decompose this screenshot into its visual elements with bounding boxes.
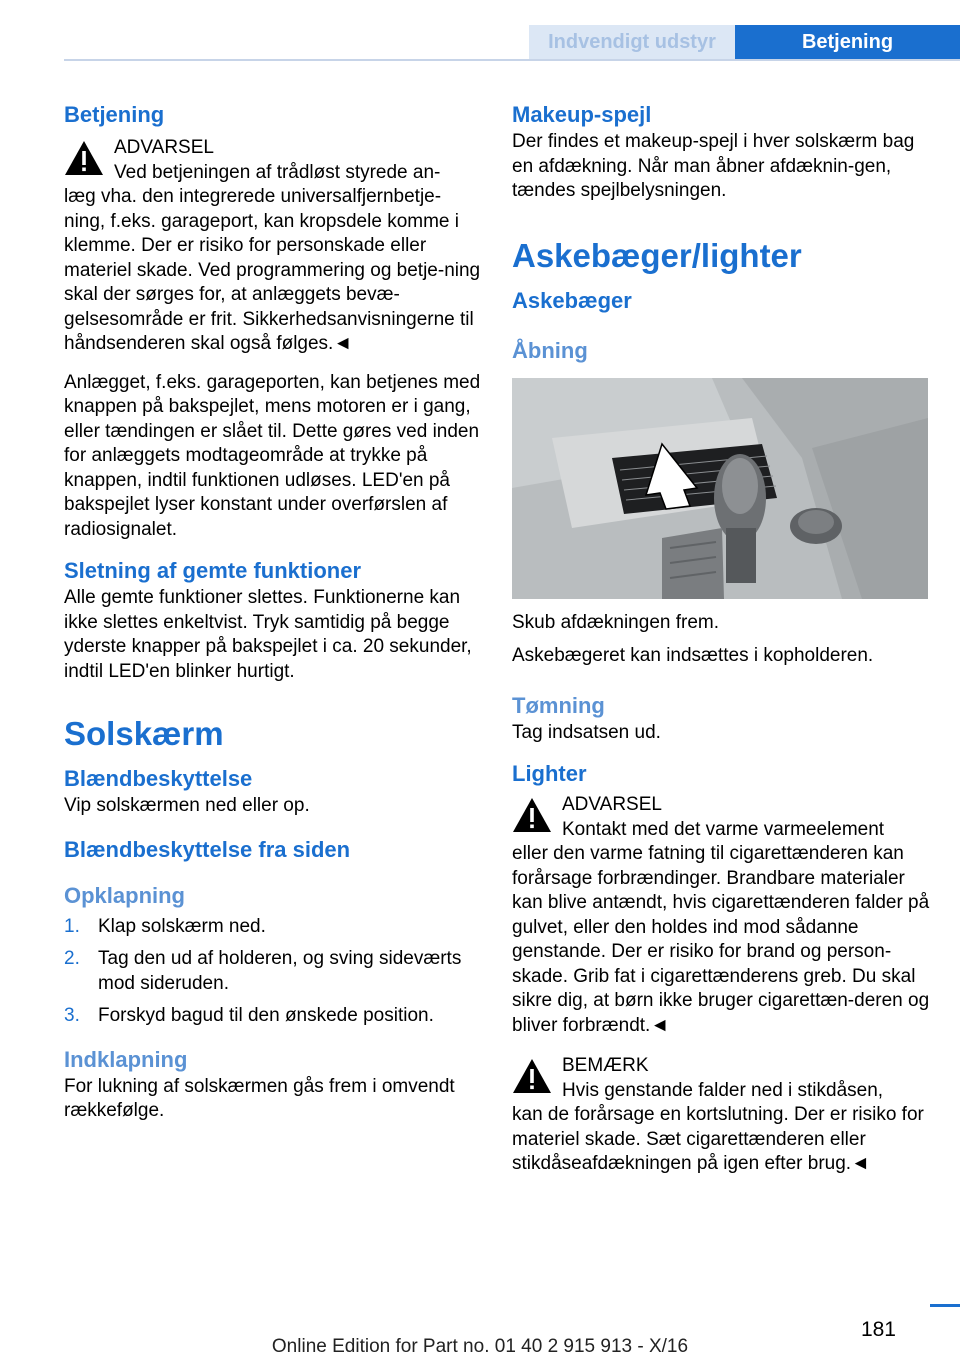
note-text: kan de forårsage en kortslutning. Der er risiko for materiel skade. Sæt cigarettænderen eller stikdåseafdækningen på igen efter brug.◄ [512, 1104, 924, 1174]
heading-tomning: Tømning [512, 692, 605, 718]
step-text: Tag den ud af holderen, og sving sideværts mod sideruden. [98, 948, 462, 994]
page-number: 181 [860, 1318, 896, 1341]
right-column [512, 100, 930, 1177]
active-chapter-tab: Betjening [735, 25, 960, 60]
heading-abning: Åbning [512, 337, 588, 363]
warning-label: ADVARSEL [562, 794, 662, 815]
edition-footer: Online Edition for Part no. 01 40 2 915 913 - X/16 [271, 1336, 689, 1357]
step-number: 1. [64, 915, 80, 937]
heading-makeup: Makeup-spejl [512, 102, 652, 127]
warning-text-first-line: Ved betjeningen af trådløst styrede an- [114, 161, 441, 183]
list-item [64, 1004, 482, 1029]
section-tab: Indvendigt udstyr [529, 25, 735, 60]
warning-text: eller den varme fatning til cigarettænderen kan forårsage forbrændinger. Brandbare materialer kan blive antændt, hvis cigarettænderen falder på gulvet, eller den holdes ind mod sådanne genstande. Der er risiko for brand og person-skade. Grib fat i cigarettænderens greb. Du skal sikre dig, at børn ikke bruger cigarettæn-deren og bliver forbrændt.◄ [512, 843, 930, 1036]
heading-blaendbeskyttelse: Blændbeskyttelse [64, 766, 253, 791]
ashtray-photo [512, 378, 928, 599]
note-block [512, 1054, 930, 1177]
note-label: BEMÆRK [562, 1055, 649, 1076]
step-text: Klap solskærm ned. [98, 915, 266, 937]
heading-sletning: Sletning af gemte funktioner [64, 558, 362, 583]
list-item [64, 915, 482, 940]
steps-list [64, 915, 482, 1029]
heading-askebaeger: Askebæger [512, 287, 632, 313]
paragraph-blaendbeskyttelse: Vip solskærmen ned eller op. [64, 795, 310, 816]
heading-indklapning: Indklapning [64, 1046, 188, 1072]
photo-caption-2: Askebægeret kan indsættes i kopholderen. [512, 645, 874, 666]
warning-block [64, 136, 482, 357]
step-number: 3. [64, 1005, 80, 1026]
footer-rule [930, 1304, 960, 1307]
paragraph-makeup: Der findes et makeup-spejl i hver solskærm bag en afdækning. Når man åbner afdæknin-gen, tændes spejlbelysningen. [512, 131, 915, 201]
heading-lighter: Lighter [512, 761, 587, 786]
warning-triangle-icon [64, 140, 104, 176]
heading-solskaerm: Solskærm [64, 715, 224, 752]
paragraph-tomning: Tag indsatsen ud. [512, 721, 661, 743]
heading-askebaeger-lighter: Askebæger/lighter [512, 236, 802, 274]
warning-label: ADVARSEL [114, 137, 214, 158]
header-rule [64, 59, 960, 61]
paragraph-sletning: Alle gemte funktioner slettes. Funktionerne kan ikke slettes enkeltvist. Tryk samtidig på begge yderste knapper på bakspejlet i ca. 20 sekunder, indtil LED'en blinker hurtigt. [64, 587, 472, 682]
paragraph-betjening: Anlægget, f.eks. garageporten, kan betjenes med knappen på bakspejlet, mens motoren er i gang, eller tændingen er slået til. Dette gøres ved inden for anlæggets modtageområde at trykke på knappen, indtil funktionen udløses. LED'en på bakspejlet lyser konstant under overførslen af radiosignalet. [64, 371, 481, 540]
warning-block [512, 793, 930, 1038]
paragraph-indklapning: For lukning af solskærmen gås frem i omvendt rækkefølge. [64, 1075, 455, 1121]
list-item [64, 947, 482, 996]
heading-betjening: Betjening [64, 102, 165, 127]
heading-opklapning: Opklapning [64, 882, 185, 908]
step-number: 2. [64, 948, 80, 969]
warning-text: læg vha. den integrerede universalfjernbetje-ning, f.eks. garageport, kan kropsdele komme i klemme. Der er risiko for personskade eller materiel skade. Ved programmering og betje-ning skal der sørges for, at anlæggets bevæ-gelsesområde er frit. Sikkerhedsanvisningerne til håndsenderen skal også følges.◄ [64, 186, 481, 354]
warning-triangle-icon [512, 797, 552, 833]
warning-text-first-line: Kontakt med det varme varmeelement [562, 818, 885, 840]
left-column [64, 100, 482, 1124]
photo-caption-1: Skub afdækningen frem. [512, 611, 720, 633]
note-text-first-line: Hvis genstande falder ned i stikdåsen, [562, 1079, 884, 1101]
heading-blaendbeskyttelse-side: Blændbeskyttelse fra siden [64, 836, 351, 862]
warning-triangle-icon [512, 1058, 552, 1094]
step-text: Forskyd bagud til den ønskede position. [98, 1005, 434, 1026]
